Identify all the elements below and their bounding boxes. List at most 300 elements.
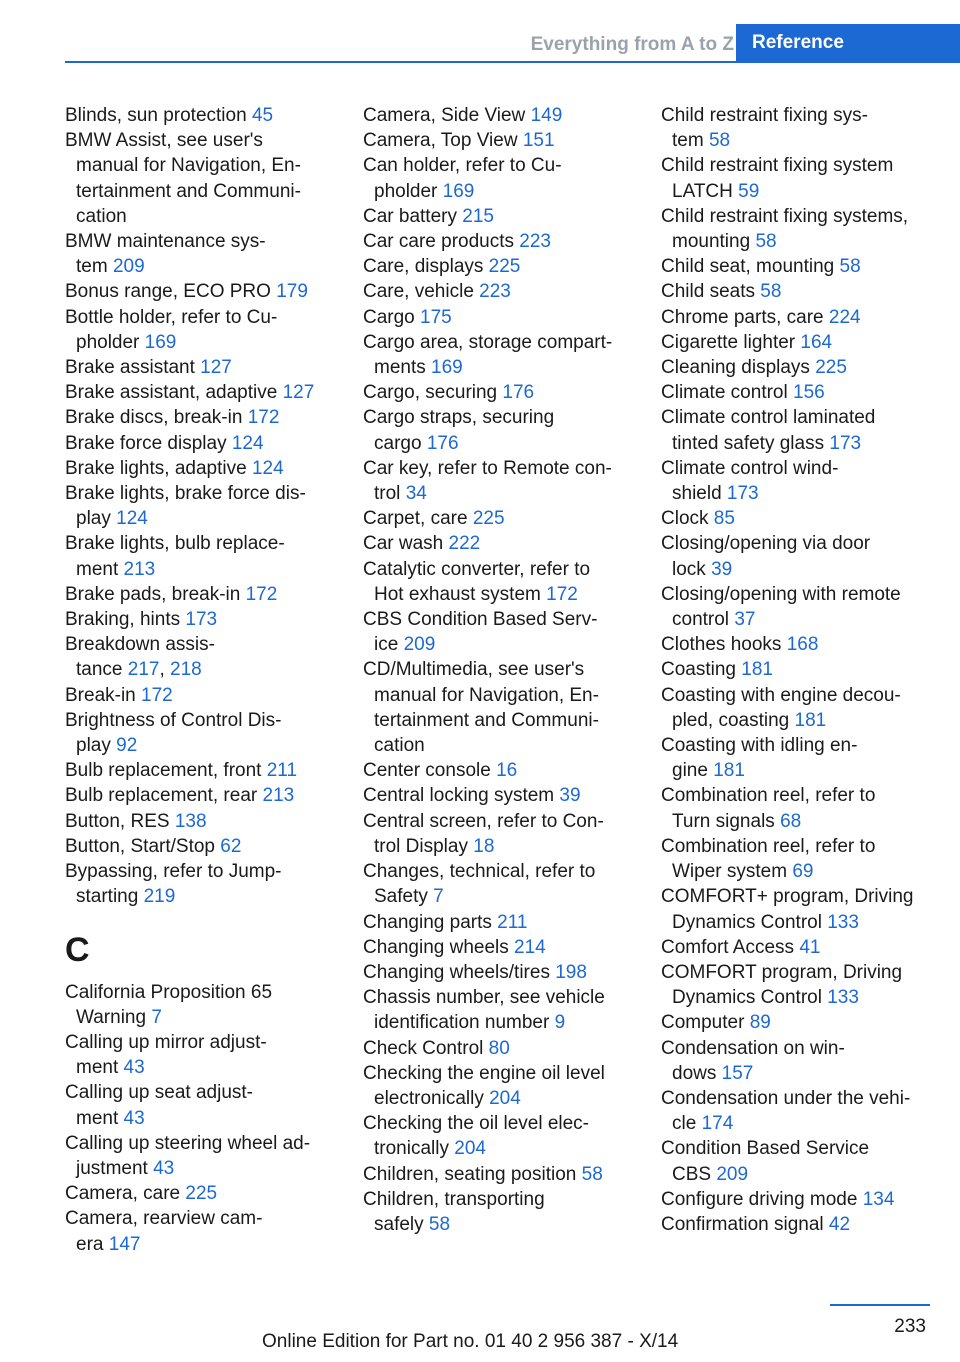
index-entry — [363, 910, 633, 935]
index-entry-continuation — [65, 179, 335, 204]
page-reference-link[interactable]: 151 — [522, 130, 555, 152]
index-entry-text: California Proposition 65 — [65, 981, 273, 1003]
index-entry-continuation — [65, 884, 335, 909]
index-entry-text: Climate control — [661, 382, 793, 404]
footer-rule — [830, 1304, 930, 1306]
index-entry-text: Cleaning displays — [661, 357, 816, 379]
index-entry-text: gine — [672, 760, 714, 782]
page-reference-link[interactable]: 173 — [185, 609, 218, 631]
page-reference-link[interactable]: 34 — [405, 483, 427, 505]
index-entry — [661, 834, 941, 859]
index-entry-continuation — [65, 1005, 335, 1030]
page-reference-link[interactable]: 223 — [519, 231, 551, 253]
page-reference-link[interactable]: 172 — [247, 407, 280, 429]
index-entry-text: Calling up steering wheel ad‐ — [65, 1132, 311, 1154]
page-reference-link[interactable]: 225 — [185, 1183, 218, 1205]
index-entry — [363, 935, 633, 960]
index-entry-continuation — [661, 809, 941, 834]
index-entry-text: LATCH — [672, 180, 739, 202]
index-entry — [661, 733, 941, 758]
index-entry — [65, 980, 335, 1005]
index-entry-text: Checking the engine oil level — [363, 1062, 605, 1084]
page-reference-link[interactable]: 127 — [200, 357, 232, 379]
index-entry — [661, 456, 941, 481]
index-entry-text: Dynamics Control — [672, 987, 828, 1009]
page-reference-link[interactable]: 169 — [144, 331, 177, 353]
index-entry — [65, 531, 335, 556]
index-entry — [363, 279, 633, 304]
index-entry-continuation — [661, 229, 941, 254]
index-entry-text: Car key, refer to Remote con‐ — [363, 457, 612, 479]
page-reference-link[interactable]: 58 — [755, 231, 777, 253]
index-entry — [661, 254, 941, 279]
index-entry-text: Chrome parts, care — [661, 306, 829, 328]
index-entry — [661, 783, 941, 808]
index-entry-text: Children, seating position — [363, 1163, 582, 1185]
index-entry — [65, 809, 335, 834]
index-entry — [65, 305, 335, 330]
index-entry-text: Closing/opening with remote — [661, 583, 901, 605]
index-entry-text: shield — [672, 483, 727, 505]
index-entry-text: manual for Navigation, En‐ — [374, 684, 599, 706]
index-entry — [65, 279, 335, 304]
index-entry-text: ment — [76, 558, 124, 580]
index-entry-text: BMW maintenance sys‐ — [65, 231, 266, 253]
index-entry — [661, 960, 941, 985]
index-entry — [661, 204, 941, 229]
page-reference-link[interactable]: 80 — [488, 1037, 510, 1059]
index-entry-continuation — [661, 985, 941, 1010]
index-entry-text: Safety — [374, 886, 434, 908]
index-entry-text: ment — [76, 1057, 124, 1079]
page-reference-link[interactable]: 58 — [839, 256, 861, 278]
index-column-2 — [363, 103, 633, 1237]
index-entry — [363, 405, 633, 430]
index-entry — [661, 657, 941, 682]
page-reference-link[interactable]: 127 — [282, 382, 315, 404]
page-reference-link[interactable]: 89 — [749, 1012, 771, 1034]
page-reference-link[interactable]: 181 — [794, 709, 827, 731]
page-reference-link[interactable]: 173 — [726, 483, 759, 505]
index-entry-text: dows — [672, 1062, 722, 1084]
index-entry-text: Cargo, securing — [363, 382, 503, 404]
index-entry — [363, 960, 633, 985]
index-entry — [363, 330, 633, 355]
page-reference-link[interactable]: 215 — [462, 205, 494, 227]
page-reference-link[interactable]: 169 — [431, 357, 463, 379]
page-reference-link[interactable]: 213 — [123, 558, 156, 580]
index-entry-text: Configure driving mode — [661, 1188, 863, 1210]
index-entry-continuation — [363, 431, 633, 456]
index-entry-text: trol Display — [374, 835, 474, 857]
index-entry — [661, 1010, 941, 1035]
index-entry-text: tem — [672, 130, 709, 152]
index-entry-continuation — [65, 330, 335, 355]
index-entry-text: Car care products — [363, 231, 520, 253]
page-reference-link[interactable]: 68 — [780, 810, 802, 832]
page-reference-link[interactable]: 124 — [251, 457, 284, 479]
index-entry-text: Care, vehicle — [363, 281, 480, 303]
index-entry-text: Button, RES — [65, 810, 175, 832]
index-entry-text: Wiper system — [672, 861, 793, 883]
index-entry-continuation — [661, 481, 941, 506]
index-entry — [661, 1086, 941, 1111]
page-reference-link[interactable]: 138 — [174, 810, 207, 832]
index-entry-text: ments — [374, 357, 432, 379]
index-entry — [363, 783, 633, 808]
index-entry-text: Car wash — [363, 533, 449, 555]
page-reference-link[interactable]: 58 — [708, 130, 731, 152]
index-entry-text: Coasting — [661, 659, 742, 681]
page-reference-link[interactable]: 169 — [442, 180, 475, 202]
index-entry-text: Dynamics Control — [672, 911, 828, 933]
page-reference-link[interactable]: 176 — [502, 382, 535, 404]
index-entry — [363, 1036, 633, 1061]
index-entry-text: Changing wheels — [363, 936, 515, 958]
index-entry — [65, 708, 335, 733]
index-entry — [65, 405, 335, 430]
page-reference-link[interactable]: 176 — [426, 432, 459, 454]
index-entry-text: mounting — [672, 231, 756, 253]
index-entry-text: Combination reel, refer to — [661, 785, 876, 807]
page-reference-link[interactable]: 168 — [786, 634, 819, 656]
index-entry — [65, 1080, 335, 1105]
page-reference-link[interactable]: 58 — [428, 1213, 451, 1235]
index-entry-text: justment — [76, 1157, 154, 1179]
page-reference-link[interactable]: 7 — [151, 1006, 162, 1028]
index-entry — [661, 279, 941, 304]
index-entry-text: Catalytic converter, refer to — [363, 558, 591, 580]
index-entry-text: manual for Navigation, En‐ — [76, 155, 301, 177]
page-reference-link[interactable]: 16 — [496, 760, 518, 782]
index-entry — [661, 531, 941, 556]
page-reference-link[interactable]: 43 — [123, 1057, 145, 1079]
letter-heading-c: C — [65, 930, 90, 969]
index-entry — [65, 355, 335, 380]
index-entry-text: Brake lights, brake force dis‐ — [65, 483, 306, 505]
index-entry-text: Button, Start/Stop — [65, 835, 221, 857]
page-reference-link[interactable]: 204 — [489, 1087, 521, 1109]
page-reference-link[interactable]: 43 — [153, 1157, 175, 1179]
index-entry-text: play — [76, 735, 117, 757]
index-entry — [65, 103, 335, 128]
index-entry-continuation — [363, 481, 633, 506]
index-entry-text: tance — [76, 659, 128, 681]
index-entry-continuation — [363, 582, 633, 607]
page-reference-link[interactable]: 225 — [815, 357, 847, 379]
index-entry-text: COMFORT program, Driving — [661, 961, 903, 983]
index-entry-text: Brake lights, adaptive — [65, 457, 252, 479]
index-entry — [661, 355, 941, 380]
index-entry-text: identification number — [374, 1012, 555, 1034]
index-entry-continuation — [363, 884, 633, 909]
index-entry-text: Cargo area, storage compart‐ — [363, 331, 613, 353]
index-entry-text: Camera, care — [65, 1183, 186, 1205]
index-entry-continuation — [65, 254, 335, 279]
page-reference-link[interactable]: 174 — [701, 1113, 734, 1135]
index-entry-text: Condensation on win‐ — [661, 1037, 845, 1059]
index-entry-text: trol — [374, 483, 406, 505]
index-entry — [661, 506, 941, 531]
index-entry — [661, 884, 941, 909]
index-entry-continuation — [661, 910, 941, 935]
page-reference-link[interactable]: 225 — [472, 508, 505, 530]
index-entry — [65, 229, 335, 254]
page-reference-link[interactable]: 217 — [127, 659, 160, 681]
index-entry-continuation — [65, 557, 335, 582]
index-entry-text: Chassis number, see vehicle — [363, 987, 605, 1009]
index-entry — [65, 1206, 335, 1231]
index-entry-text: Bypassing, refer to Jump- — [65, 861, 282, 883]
page-reference-link[interactable]: 41 — [799, 936, 821, 958]
index-entry — [65, 481, 335, 506]
index-entry-text: Hot exhaust system — [374, 583, 547, 605]
page-reference-link[interactable]: 69 — [792, 861, 814, 883]
page-reference-link[interactable]: 45 — [251, 105, 274, 126]
index-entry-text: Child restraint fixing sys‐ — [661, 105, 868, 126]
page-reference-link[interactable]: 214 — [514, 936, 546, 958]
index-entry-text: Child seat, mounting — [661, 256, 840, 278]
index-entry-text: cation — [76, 205, 127, 227]
page-reference-link[interactable]: 39 — [711, 558, 733, 580]
index-entry — [661, 380, 941, 405]
index-entry-text: tinted safety glass — [672, 432, 830, 454]
index-entry — [363, 506, 633, 531]
index-entry-text: tronically — [374, 1138, 455, 1160]
index-entry — [65, 431, 335, 456]
header-reference-tab: Reference — [736, 24, 960, 62]
index-entry — [363, 305, 633, 330]
index-entry-text: cation — [374, 735, 425, 757]
index-entry-continuation — [65, 1055, 335, 1080]
index-entry-text: era — [76, 1233, 109, 1255]
index-entry-continuation — [363, 1086, 633, 1111]
page-reference-link[interactable]: 222 — [448, 533, 481, 555]
index-entry-text: pled, coasting — [672, 709, 795, 731]
index-entry-continuation — [661, 1111, 941, 1136]
index-entry-text: play — [76, 508, 117, 530]
page-reference-link[interactable]: 7 — [433, 886, 444, 908]
page-reference-link[interactable]: 225 — [488, 256, 521, 278]
index-entry-continuation — [661, 557, 941, 582]
index-entry-text: Bulb replacement, front — [65, 760, 267, 782]
index-column-3 — [661, 103, 941, 1237]
index-entry — [661, 103, 941, 128]
index-entry-text: COMFORT+ program, Driving — [661, 886, 914, 908]
index-entry — [363, 229, 633, 254]
index-entry-text: CBS — [672, 1163, 717, 1185]
index-entry — [363, 985, 633, 1010]
index-entry — [661, 935, 941, 960]
page-reference-link[interactable]: 157 — [721, 1062, 754, 1084]
index-entry — [65, 380, 335, 405]
index-entry-text: Brightness of Control Dis‐ — [65, 709, 282, 731]
page-reference-link[interactable]: 58 — [581, 1163, 603, 1185]
page-reference-link[interactable]: 59 — [738, 180, 760, 202]
index-entry — [65, 1181, 335, 1206]
page-reference-link[interactable]: 85 — [713, 508, 735, 530]
index-entry-text: Care, displays — [363, 256, 489, 278]
index-entry-text: ment — [76, 1107, 124, 1129]
page-reference-link[interactable]: 133 — [827, 987, 859, 1009]
index-entry-text: Brake assistant, adaptive — [65, 382, 283, 404]
page-reference-link[interactable]: 211 — [266, 760, 298, 782]
index-entry-text: Cargo — [363, 306, 421, 328]
index-entry-text: tertainment and Communi‐ — [374, 709, 599, 731]
page-reference-link[interactable]: 39 — [559, 785, 581, 807]
page-reference-link[interactable]: 213 — [262, 785, 295, 807]
index-entry-text: Breakdown assis‐ — [65, 634, 215, 656]
page-reference-link[interactable]: 134 — [862, 1188, 895, 1210]
index-entry-text: Coasting with engine decou‐ — [661, 684, 901, 706]
page-reference-link[interactable]: 147 — [108, 1233, 141, 1255]
page-reference-link[interactable]: 42 — [828, 1213, 851, 1235]
index-entry-text: pholder — [374, 180, 443, 202]
page-reference-link[interactable]: 58 — [760, 281, 782, 303]
index-entry — [65, 582, 335, 607]
index-entry-text: Camera, Top View — [363, 130, 523, 152]
index-entry-continuation — [65, 506, 335, 531]
index-entry-text: electronically — [374, 1087, 490, 1109]
index-entry-text: Coasting with idling en‐ — [661, 735, 858, 757]
page-reference-link[interactable]: 211 — [497, 911, 528, 933]
index-entry-continuation — [661, 1162, 941, 1187]
index-entry-continuation — [65, 733, 335, 758]
page-reference-link[interactable]: 172 — [141, 684, 173, 706]
index-entry — [661, 1212, 941, 1237]
index-column-1 — [65, 103, 335, 1257]
index-entry-text: Combination reel, refer to — [661, 835, 876, 857]
index-entry-continuation — [661, 607, 941, 632]
index-entry-continuation — [661, 758, 941, 783]
index-entry-text: starting — [76, 886, 144, 908]
index-entry — [661, 330, 941, 355]
index-entry-text: Calling up mirror adjust‐ — [65, 1031, 267, 1053]
index-entry-text: lock — [672, 558, 712, 580]
index-entry-text: Can holder, refer to Cu‐ — [363, 155, 562, 177]
page-reference-link[interactable]: 219 — [143, 886, 176, 908]
index-entry-text: Brake pads, break-in — [65, 583, 246, 605]
index-entry-text: Blinds, sun protection — [65, 105, 252, 126]
page-reference-link[interactable]: 164 — [800, 331, 833, 353]
page-reference-link[interactable]: 198 — [555, 961, 587, 983]
index-entry-text: Clothes hooks — [661, 634, 787, 656]
page-reference-link[interactable]: 133 — [827, 911, 859, 933]
index-entry-text: Clock — [661, 508, 714, 530]
index-entry-text: Bulb replacement, rear — [65, 785, 263, 807]
page-reference-link[interactable]: 204 — [454, 1138, 486, 1160]
page-reference-link[interactable]: 173 — [829, 432, 862, 454]
index-entry-text: Climate control wind‐ — [661, 457, 839, 479]
index-entry — [661, 1036, 941, 1061]
index-entry — [65, 859, 335, 884]
page-reference-link[interactable]: 149 — [530, 105, 563, 126]
index-entry-text: Checking the oil level elec‐ — [363, 1113, 590, 1135]
index-entry-text: Check Control — [363, 1037, 489, 1059]
page-reference-link[interactable]: 223 — [479, 281, 511, 303]
page-reference-link[interactable]: 124 — [231, 432, 264, 454]
index-entry — [65, 1030, 335, 1055]
page-reference-link[interactable]: 92 — [116, 735, 138, 757]
page-reference-link[interactable]: 209 — [716, 1163, 749, 1185]
index-entry-text: Camera, rearview cam‐ — [65, 1208, 263, 1230]
page-reference-link[interactable]: 209 — [112, 256, 145, 278]
page-reference-link[interactable]: 218 — [170, 659, 202, 681]
index-entry — [661, 1136, 941, 1161]
index-entry-text: Turn signals — [672, 810, 781, 832]
index-entry-text: CBS Condition Based Serv‐ — [363, 609, 598, 631]
page-reference-link[interactable]: 62 — [220, 835, 242, 857]
index-entry-text: Computer — [661, 1012, 750, 1034]
index-entry-continuation — [363, 1212, 633, 1237]
page-reference-link[interactable]: 43 — [123, 1107, 145, 1129]
index-entry — [65, 128, 335, 153]
index-entry-text: Climate control laminated — [661, 407, 876, 429]
page-number: 233 — [894, 1316, 926, 1337]
index-entry-continuation — [363, 1010, 633, 1035]
index-entry — [65, 683, 335, 708]
index-entry-text: Brake assistant — [65, 357, 201, 379]
index-entry-text: Center console — [363, 760, 497, 782]
index-entry — [363, 153, 633, 178]
index-entry-continuation — [363, 834, 633, 859]
index-entry-text: Changes, technical, refer to — [363, 861, 596, 883]
index-entry-text: Comfort Access — [661, 936, 800, 958]
index-entry-text: Cargo straps, securing — [363, 407, 555, 429]
index-entry-text: Calling up seat adjust‐ — [65, 1082, 253, 1104]
page-reference-link[interactable]: 224 — [828, 306, 861, 328]
header-section-title: Everything from A to Z — [530, 34, 734, 55]
page-reference-link[interactable]: 179 — [276, 281, 308, 303]
index-entry — [65, 834, 335, 859]
index-entry-continuation: tance 217, 218 — [76, 659, 202, 681]
index-entry — [65, 632, 335, 657]
index-entry — [363, 859, 633, 884]
index-entry-continuation — [65, 1106, 335, 1131]
edition-footer: Online Edition for Part no. 01 40 2 956 387 - X/14 — [262, 1331, 679, 1352]
index-entry-text: cargo — [374, 432, 427, 454]
page-reference-link[interactable]: 37 — [734, 609, 756, 631]
index-entry-text: Child seats — [661, 281, 761, 303]
index-entry-text: Child restraint fixing system — [661, 155, 894, 177]
index-entry-continuation — [661, 179, 941, 204]
page-reference-link[interactable]: 156 — [793, 382, 825, 404]
index-entry — [363, 1061, 633, 1086]
index-entry — [661, 305, 941, 330]
page-reference-link[interactable]: 124 — [116, 508, 148, 530]
index-entry-text: Closing/opening via door — [661, 533, 871, 555]
index-entry-text: Carpet, care — [363, 508, 473, 530]
index-entry-text: Confirmation signal — [661, 1213, 829, 1235]
page-reference-link[interactable]: 172 — [546, 583, 578, 605]
page-reference-link[interactable]: 172 — [245, 583, 278, 605]
index-entry-continuation — [363, 683, 633, 708]
page-reference-link[interactable]: 9 — [554, 1012, 566, 1034]
index-entry — [363, 204, 633, 229]
index-entry — [363, 128, 633, 153]
page-reference-link[interactable]: 175 — [420, 306, 452, 328]
page-reference-link[interactable]: 181 — [713, 760, 745, 782]
page-reference-link[interactable]: 209 — [403, 634, 436, 656]
index-entry-text: Cigarette lighter — [661, 331, 801, 353]
index-entry — [661, 683, 941, 708]
page-reference-link[interactable]: 18 — [473, 835, 495, 857]
index-entry — [363, 1111, 633, 1136]
index-entry — [661, 405, 941, 430]
page-reference-link[interactable]: 181 — [741, 659, 773, 681]
index-entry — [661, 153, 941, 178]
index-entry-continuation — [65, 204, 335, 229]
